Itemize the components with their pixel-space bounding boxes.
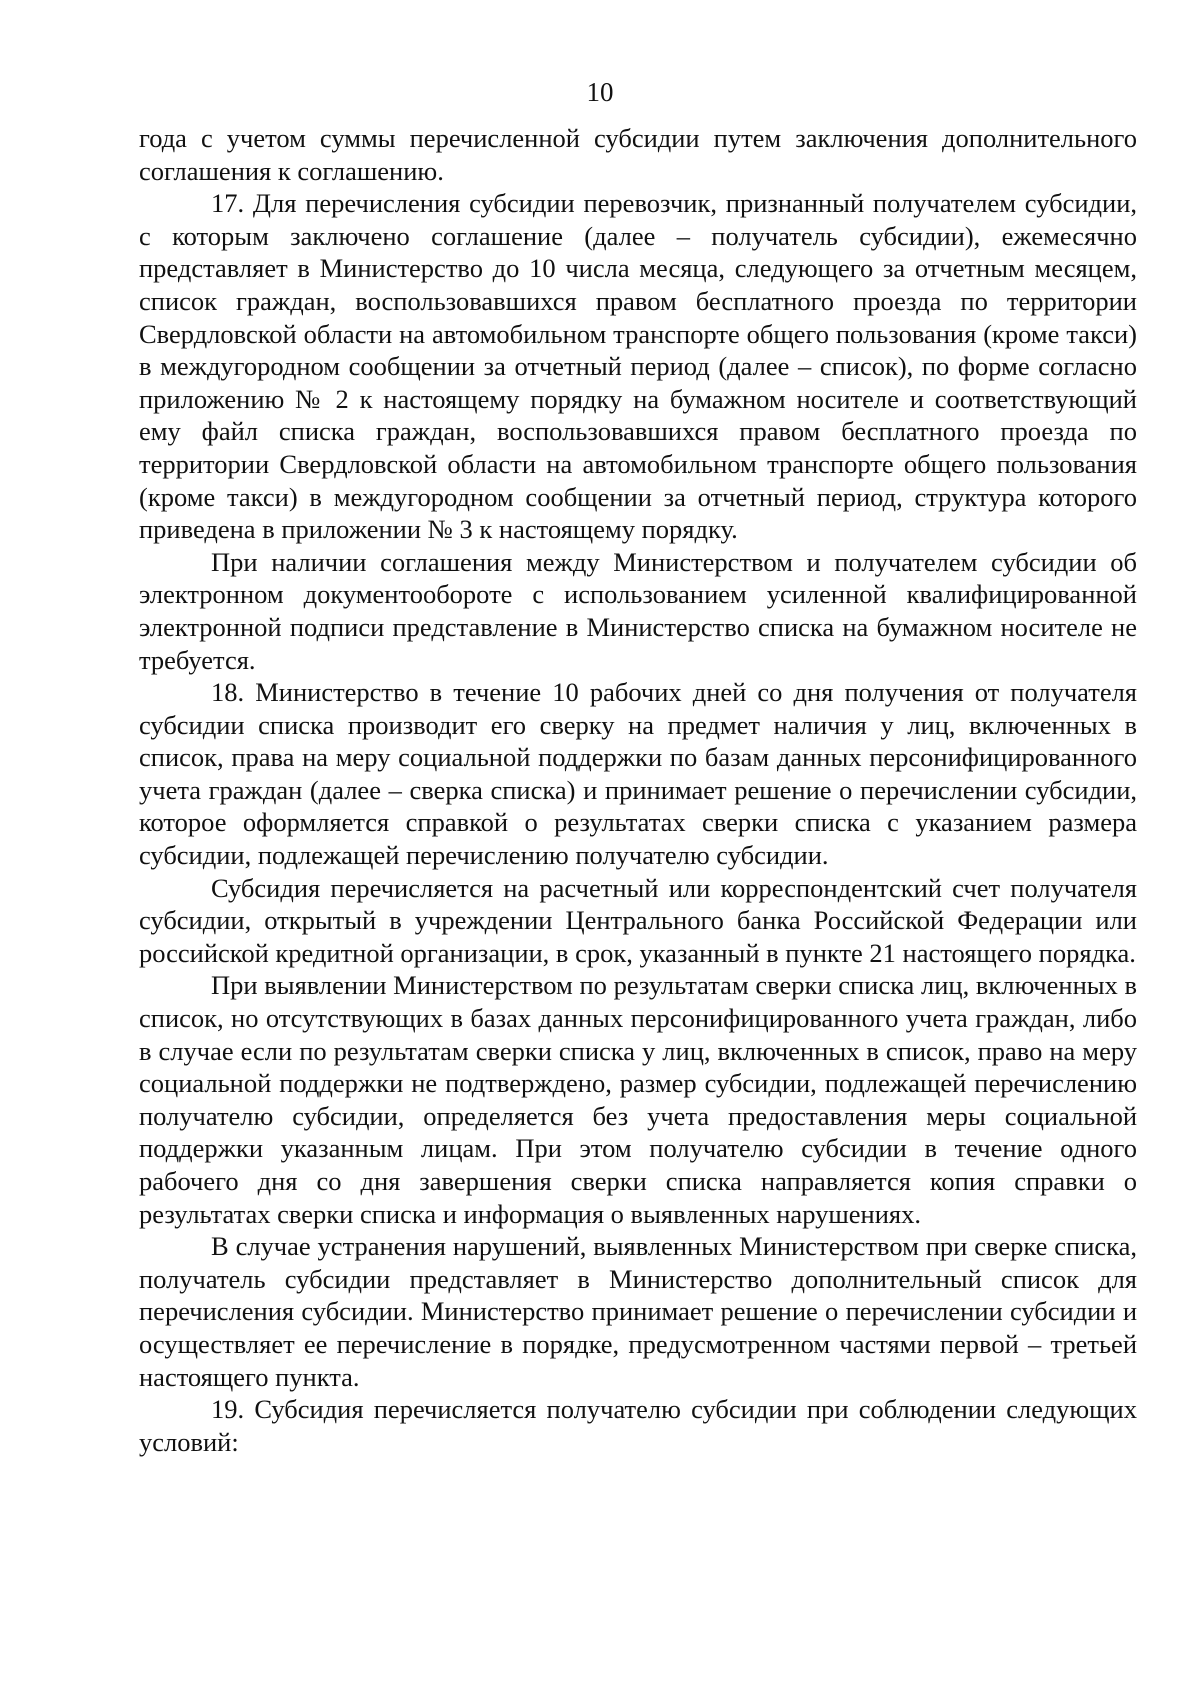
paragraph-item-17: 17. Для перечисления субсидии перевозчик, признанный получателем субсидии, с которым заключено соглашение (далее – получатель субсидии), ежемесячно представляет в Министерство до 10 числа месяца, следующего за отчетным месяцем, список граждан, воспользовавшихся правом бесплатного проезда по территории Свердловской области на автомобильном транспорте общего пользования (кроме такси) в междугородном сообщении за отчетный период (далее – список), по форме согласно приложению № 2 к настоящему порядку на бумажном носителе и соответствующий ему файл списка граждан, воспользовавшихся правом бесплатного проезда по территории Свердловской области на автомобильном транспорте общего пользования (кроме такси) в междугородном сообщении за отчетный период, структура которого приведена в приложении № 3 к настоящему порядку. — [139, 188, 1137, 545]
document-body — [139, 122, 1137, 1458]
page-number: 10 — [586, 77, 614, 107]
paragraph-continuation: года с учетом суммы перечисленной субсидии путем заключения дополнительного соглашения к соглашению. — [139, 123, 1137, 186]
paragraph-electronic-exchange: При наличии соглашения между Министерством и получателем субсидии об электронном документообороте с использованием усиленной квалифицированной электронной подписи представление в Министерство списка на бумажном носителе не требуется. — [139, 546, 1137, 675]
paragraph-subsidy-transfer: Субсидия перечисляется на расчетный или корреспондентский счет получателя субсидии, открытый в учреждении Центрального банка Российской Федерации или российской кредитной организации, в срок, указанный в пункте 21 настоящего порядка. — [139, 872, 1137, 968]
paragraph-violations-resolved: В случае устранения нарушений, выявленных Министерством при сверке списка, получатель субсидии представляет в Министерство дополнительный список для перечисления субсидии. Министерство принимает решение о перечислении субсидии и осуществляет ее перечисление в порядке, предусмотренном частями первой – третьей настоящего пункта. — [139, 1231, 1137, 1392]
paragraph-item-19: 19. Субсидия перечисляется получателю субсидии при соблюдении следующих условий: — [139, 1394, 1137, 1457]
paragraph-violations-detected: При выявлении Министерством по результатам сверки списка лиц, включенных в список, но отсутствующих в базах данных персонифицированного учета граждан, либо в случае если по результатам сверки списка у лиц, включенных в список, право на меру социальной поддержки не подтверждено, размер субсидии, подлежащей перечислению получателю субсидии, определяется без учета предоставления меры социальной поддержки указанным лицам. При этом получателю субсидии в течение одного рабочего дня со дня завершения сверки списка направляется копия справки о результатах сверки списка и информация о выявленных нарушениях. — [139, 970, 1137, 1229]
paragraph-item-18: 18. Министерство в течение 10 рабочих дней со дня получения от получателя субсидии списка производит его сверку на предмет наличия у лиц, включенных в список, права на меру социальной поддержки по базам данных персонифицированного учета граждан (далее – сверка списка) и принимает решение о перечислении субсидии, которое оформляется справкой о результатах сверки списка с указанием размера субсидии, подлежащей перечислению получателю субсидии. — [139, 677, 1137, 871]
